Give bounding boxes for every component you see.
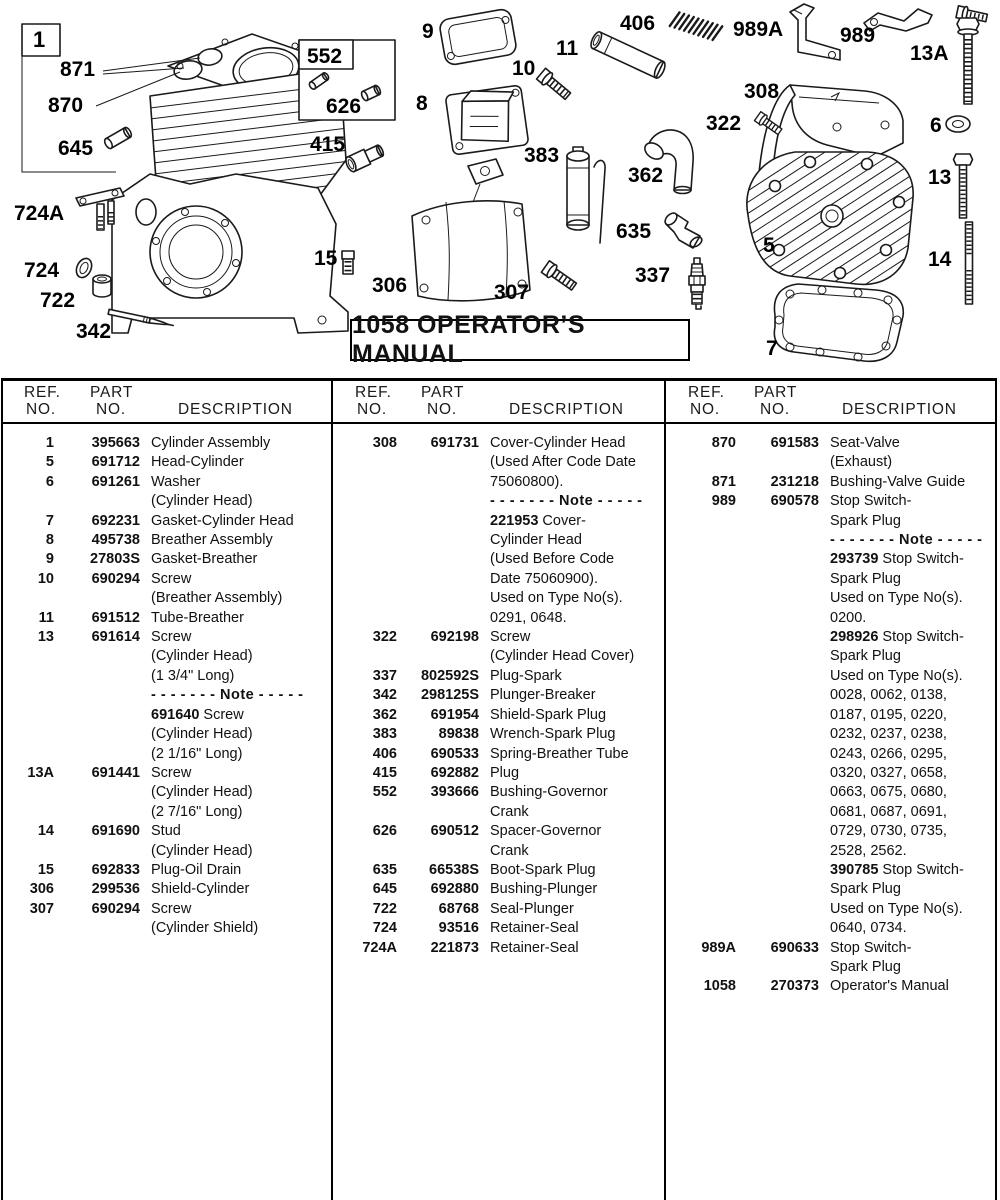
part-label-722: 722 [40, 289, 76, 312]
header-description: DESCRIPTION [178, 401, 293, 418]
description-cell [479, 686, 659, 705]
part-no-cell: 495738 [91, 532, 140, 549]
ref-no-cell: 306 [29, 881, 54, 898]
description-cell [479, 667, 659, 686]
description-line: Spacer-Governor [490, 823, 602, 840]
part-no-cell: 690512 [430, 823, 479, 840]
description-line: 0243, 0266, 0295, [830, 745, 947, 762]
item-14-stud [966, 222, 973, 304]
table-row [2, 861, 328, 880]
description-line: Retainer-Seal [490, 939, 579, 956]
part-no-cell: 690578 [770, 493, 819, 510]
part-no-cell: 802592S [420, 667, 479, 684]
description-line: Head-Cylinder [151, 454, 244, 471]
description-cell [479, 880, 659, 899]
ref-no-cell: 342 [372, 687, 397, 704]
part-label-362: 362 [628, 164, 664, 187]
part-no-cell: 231218 [770, 473, 819, 490]
description-cell [819, 434, 992, 473]
description-line: (Cylinder Head Cover) [490, 648, 635, 665]
part-label-1: 1 [33, 27, 46, 52]
description-line: (Cylinder Shield) [151, 920, 259, 937]
header-no: NO. [357, 401, 387, 418]
part-no-cell: 691690 [91, 823, 140, 840]
header-no: NO. [690, 401, 720, 418]
ref-no-cell: 337 [372, 667, 397, 684]
part-label-322: 322 [706, 112, 742, 135]
part-label-308: 308 [744, 80, 780, 103]
table-header-border [1, 422, 997, 424]
part-no-cell: 692833 [91, 861, 140, 878]
ref-no-cell: 871 [711, 473, 736, 490]
header-description: DESCRIPTION [842, 401, 957, 418]
description-line: Breather Assembly [151, 532, 273, 549]
description-line: (Cylinder Head) [151, 493, 253, 510]
part-label-989: 989 [840, 24, 876, 47]
description-line: Spark Plug [830, 881, 901, 898]
part-no-cell: 270373 [770, 978, 819, 995]
part-label-9: 9 [422, 20, 434, 43]
table-row [666, 473, 992, 492]
ref-no-cell: 5 [45, 454, 54, 471]
description-line: (Cylinder Head) [151, 784, 253, 801]
description-line: Date 75060900). [490, 570, 599, 587]
part-label-15: 15 [314, 247, 338, 270]
description-line: Spark Plug [830, 958, 901, 975]
item-406-spring [670, 11, 722, 42]
table-row [333, 434, 659, 628]
item-645-bushing [103, 126, 133, 150]
item-7-gasket [774, 284, 903, 361]
part-no-cell: 93516 [438, 920, 479, 937]
table-row [2, 512, 328, 531]
ref-no-cell: 722 [372, 900, 397, 917]
part-label-5: 5 [763, 234, 775, 257]
ref-no-cell: 13A [27, 764, 54, 781]
ref-no-cell: 362 [372, 706, 397, 723]
table-row [333, 900, 659, 919]
header-ref: REF. [688, 384, 725, 401]
description-line: Bushing-Plunger [490, 881, 598, 898]
table-row [2, 880, 328, 899]
item-415-plug [344, 142, 386, 173]
part-label-645: 645 [58, 137, 94, 160]
part-no-cell: 692198 [430, 629, 479, 646]
description-line: (2 1/16" Long) [151, 745, 243, 762]
ref-no-cell: 552 [372, 784, 397, 801]
description-line: 75060800). [490, 473, 564, 490]
description-line: - - - - - - - Note - - - - - [490, 493, 643, 510]
part-label-6: 6 [930, 114, 942, 137]
table-row [333, 667, 659, 686]
description-cell [819, 939, 992, 978]
description-cell [479, 628, 659, 667]
ref-no-cell: 14 [37, 823, 54, 840]
part-no-cell: 691512 [91, 609, 140, 626]
item-383-wrench [567, 147, 605, 243]
description-line: Tube-Breather [151, 609, 244, 626]
item-722-seal [93, 275, 111, 297]
ref-no-cell: 6 [45, 473, 54, 490]
description-line: 298926 Stop Switch- [830, 629, 964, 646]
part-label-342: 342 [76, 320, 112, 343]
part-label-14: 14 [928, 248, 952, 271]
part-label-306: 306 [372, 274, 408, 297]
part-no-cell: 692882 [430, 764, 479, 781]
item-307-screw [541, 260, 578, 292]
description-line: 0028, 0062, 0138, [830, 687, 947, 704]
table-header-group-2 [333, 381, 664, 422]
description-cell [479, 706, 659, 725]
description-line: (Cylinder Head) [151, 842, 253, 859]
description-cell [479, 783, 659, 822]
table-row [2, 434, 328, 453]
part-no-cell: 66538S [429, 861, 479, 878]
description-line: Shield-Cylinder [151, 881, 250, 898]
description-line: Crank [490, 842, 529, 859]
part-label-989A: 989A [733, 18, 784, 41]
table-row [333, 628, 659, 667]
description-cell [140, 628, 328, 764]
part-no-cell: 691614 [91, 629, 140, 646]
part-no-cell: 690294 [91, 900, 140, 917]
parts-column-1 [2, 434, 328, 939]
description-line: 0200. [830, 609, 867, 626]
description-cell [479, 919, 659, 938]
description-line: Stop Switch- [830, 493, 912, 510]
item-13-bolt [954, 154, 973, 218]
description-cell [819, 977, 992, 996]
description-line: Screw [151, 764, 192, 781]
description-line: Operator's Manual [830, 978, 949, 995]
description-line: (Cylinder Head) [151, 648, 253, 665]
description-line: Retainer-Seal [490, 920, 579, 937]
table-row [333, 919, 659, 938]
table-row [666, 977, 992, 996]
description-line: Shield-Spark Plug [490, 706, 607, 723]
description-cell [479, 939, 659, 958]
description-line: Stud [151, 823, 181, 840]
description-line: Screw [151, 570, 192, 587]
description-cell [140, 900, 328, 939]
header-part: PART [90, 384, 134, 401]
part-label-724A: 724A [14, 202, 65, 225]
part-no-cell: 691261 [91, 473, 140, 490]
parts-column-2 [333, 434, 659, 958]
part-no-cell: 393666 [430, 784, 479, 801]
description-cell [479, 900, 659, 919]
description-line: Screw [151, 900, 192, 917]
description-line: (2 7/16" Long) [151, 803, 243, 820]
part-no-cell: 690633 [770, 939, 819, 956]
description-line: Washer [151, 473, 201, 490]
description-line: Spring-Breather Tube [490, 745, 629, 762]
description-line: Gasket-Cylinder Head [151, 512, 294, 529]
part-no-cell: 299536 [91, 881, 140, 898]
part-no-cell: 692231 [91, 512, 140, 529]
part-label-406: 406 [620, 12, 656, 35]
ref-no-cell: 13 [37, 629, 54, 646]
header-no: NO. [760, 401, 790, 418]
description-line: 0640, 0734. [830, 920, 907, 937]
description-cell [140, 822, 328, 861]
ref-no-cell: 322 [372, 629, 397, 646]
part-label-724: 724 [24, 259, 60, 282]
table-row [2, 550, 328, 569]
part-label-13A: 13A [910, 42, 949, 65]
header-no: NO. [96, 401, 126, 418]
table-row [333, 764, 659, 783]
part-no-cell: 691731 [430, 435, 479, 451]
description-line: (Breather Assembly) [151, 590, 283, 607]
item-11-tube [589, 30, 667, 79]
table-row [2, 900, 328, 939]
item-635-boot [663, 211, 704, 249]
description-cell [140, 880, 328, 899]
table-row [2, 473, 328, 512]
parts-table [0, 378, 1000, 1200]
description-line: Plug [490, 764, 520, 781]
part-label-871: 871 [60, 58, 96, 81]
table-row [2, 822, 328, 861]
description-line: Seal-Plunger [490, 900, 574, 917]
description-line: Wrench-Spark Plug [490, 726, 616, 743]
ref-no-cell: 11 [38, 609, 54, 626]
description-line: Cover-Cylinder Head [490, 435, 626, 451]
description-cell [140, 473, 328, 512]
description-line: - - - - - - - Note - - - - - [830, 532, 983, 549]
operators-manual-box: 1058 OPERATOR’S MANUAL [350, 319, 690, 361]
header-description: DESCRIPTION [509, 401, 624, 418]
part-label-13: 13 [928, 166, 952, 189]
description-line: Spark Plug [830, 512, 901, 529]
item-8-breather [445, 84, 529, 155]
table-row [666, 434, 992, 473]
ref-no-cell: 8 [45, 532, 54, 549]
ref-no-cell: 1 [45, 435, 54, 451]
description-line: Plug-Oil Drain [151, 861, 242, 878]
part-no-cell: 89838 [438, 726, 479, 743]
ref-no-cell: 1058 [703, 978, 736, 995]
table-row [333, 725, 659, 744]
part-label-626: 626 [326, 95, 362, 118]
table-row [666, 492, 992, 938]
table-right-border [995, 378, 997, 1200]
ref-no-cell: 989 [711, 493, 736, 510]
item-552-callout-box [299, 40, 395, 120]
part-no-cell: 691712 [91, 454, 140, 471]
description-line: Crank [490, 803, 529, 820]
part-no-cell: 690533 [430, 745, 479, 762]
description-line: 0320, 0327, 0658, [830, 764, 947, 781]
part-no-cell: 691441 [91, 764, 140, 781]
description-cell [140, 434, 328, 453]
description-line: Bushing-Governor [490, 784, 608, 801]
description-line: 0729, 0730, 0735, [830, 823, 947, 840]
description-line: Gasket-Breather [151, 551, 258, 568]
ref-no-cell: 383 [372, 726, 397, 743]
item-724-ring [73, 256, 94, 280]
description-cell [819, 473, 992, 492]
table-row [2, 609, 328, 628]
description-line: 2528, 2562. [830, 842, 907, 859]
part-label-870: 870 [48, 94, 84, 117]
part-no-cell: 692880 [430, 881, 479, 898]
table-row [2, 531, 328, 550]
description-line: Used on Type No(s). [830, 900, 963, 917]
item-9-gasket-breather [439, 8, 518, 66]
description-line: Cylinder Head [490, 532, 582, 549]
part-label-383: 383 [524, 144, 560, 167]
description-line: 0663, 0675, 0680, [830, 784, 947, 801]
item-10-screw [536, 68, 572, 102]
description-line: Used on Type No(s). [830, 667, 963, 684]
part-no-cell: 68768 [438, 900, 479, 917]
item-306-shield [412, 159, 530, 301]
part-no-cell: 298125S [420, 687, 479, 704]
description-line: Seat-Valve [830, 435, 900, 451]
header-part: PART [754, 384, 798, 401]
description-line: Used on Type No(s). [830, 590, 963, 607]
item-13A-bolt [957, 18, 979, 104]
description-line: Screw [151, 629, 192, 646]
part-label-7: 7 [766, 337, 778, 360]
table-header-group-3 [666, 381, 995, 422]
description-line: 0232, 0237, 0238, [830, 726, 947, 743]
description-line: Spark Plug [830, 648, 901, 665]
header-ref: REF. [24, 384, 61, 401]
ref-no-cell: 415 [372, 764, 397, 781]
part-no-cell: 221873 [430, 939, 479, 956]
description-line: Used on Type No(s). [490, 590, 623, 607]
ref-no-cell: 870 [711, 435, 736, 451]
description-line: 293739 Stop Switch- [830, 551, 964, 568]
description-cell [819, 492, 992, 938]
header-part: PART [421, 384, 465, 401]
description-cell [140, 512, 328, 531]
part-no-cell: 691954 [430, 706, 479, 723]
item-15-oil-plug [342, 251, 354, 274]
ref-no-cell: 724 [372, 920, 397, 937]
description-line: Screw [490, 629, 531, 646]
ref-no-cell: 406 [372, 745, 397, 762]
table-row [2, 628, 328, 764]
description-cell [140, 764, 328, 822]
part-label-10: 10 [512, 57, 536, 80]
description-line: (Exhaust) [830, 454, 893, 471]
table-row [333, 783, 659, 822]
item-337-spark-plug [689, 258, 705, 309]
description-cell [479, 764, 659, 783]
header-no: NO. [427, 401, 457, 418]
description-line: - - - - - - - Note - - - - - [151, 687, 304, 704]
description-line: (Used Before Code [490, 551, 615, 568]
description-line: Plunger-Breaker [490, 687, 596, 704]
part-label-307: 307 [494, 281, 530, 304]
table-row [333, 880, 659, 899]
description-cell [479, 745, 659, 764]
parts-column-3 [666, 434, 992, 997]
description-cell [479, 725, 659, 744]
description-line: 221953 Cover- [490, 512, 586, 529]
table-row [2, 570, 328, 609]
description-cell [479, 434, 659, 628]
ref-no-cell: 7 [45, 512, 54, 529]
table-header-group-1 [2, 381, 331, 422]
description-line: Cylinder Assembly [151, 435, 271, 451]
description-line: (Cylinder Head) [151, 726, 253, 743]
part-no-cell: 691583 [770, 435, 819, 451]
description-line: (Used After Code Date [490, 454, 636, 471]
description-line: Stop Switch- [830, 939, 912, 956]
description-line: 691640 Screw [151, 706, 244, 723]
ref-no-cell: 635 [372, 861, 397, 878]
part-label-552: 552 [307, 45, 343, 68]
table-row [333, 822, 659, 861]
table-row [333, 686, 659, 705]
item-989A-stop-switch [790, 4, 840, 60]
table-row [333, 706, 659, 725]
description-line: 0187, 0195, 0220, [830, 706, 947, 723]
ref-no-cell: 989A [701, 939, 736, 956]
description-cell [479, 822, 659, 861]
item-6-washer [946, 116, 970, 132]
table-row [2, 453, 328, 472]
header-no: NO. [26, 401, 56, 418]
ref-no-cell: 307 [29, 900, 54, 917]
part-label-635: 635 [616, 220, 652, 243]
description-line: 0291, 0648. [490, 609, 567, 626]
description-cell [479, 861, 659, 880]
table-row [333, 939, 659, 958]
description-line: (1 3/4" Long) [151, 667, 235, 684]
ref-no-cell: 10 [37, 570, 54, 587]
description-cell [140, 609, 328, 628]
description-cell [140, 453, 328, 472]
part-label-8: 8 [416, 92, 428, 115]
description-cell [140, 570, 328, 609]
header-ref: REF. [355, 384, 392, 401]
ref-no-cell: 626 [372, 823, 397, 840]
part-no-cell: 690294 [91, 570, 140, 587]
ref-no-cell: 724A [362, 939, 397, 956]
description-line: Spark Plug [830, 570, 901, 587]
description-line: Boot-Spark Plug [490, 861, 596, 878]
part-label-337: 337 [635, 264, 671, 287]
table-row [2, 764, 328, 822]
table-row [333, 745, 659, 764]
table-row [333, 861, 659, 880]
part-label-415: 415 [310, 133, 346, 156]
description-line: Bushing-Valve Guide [830, 473, 966, 490]
table-row [666, 939, 992, 978]
description-cell [140, 531, 328, 550]
description-line: Plug-Spark [490, 667, 562, 684]
ref-no-cell: 15 [37, 861, 54, 878]
part-no-cell: 395663 [91, 435, 140, 451]
part-label-11: 11 [556, 37, 579, 60]
ref-no-cell: 308 [372, 435, 397, 451]
description-cell [140, 861, 328, 880]
part-no-cell: 27803S [90, 551, 140, 568]
ref-no-cell: 645 [372, 881, 397, 898]
ref-no-cell: 9 [45, 551, 54, 568]
description-cell [140, 550, 328, 569]
description-line: 0681, 0687, 0691, [830, 803, 947, 820]
description-line: 390785 Stop Switch- [830, 861, 964, 878]
